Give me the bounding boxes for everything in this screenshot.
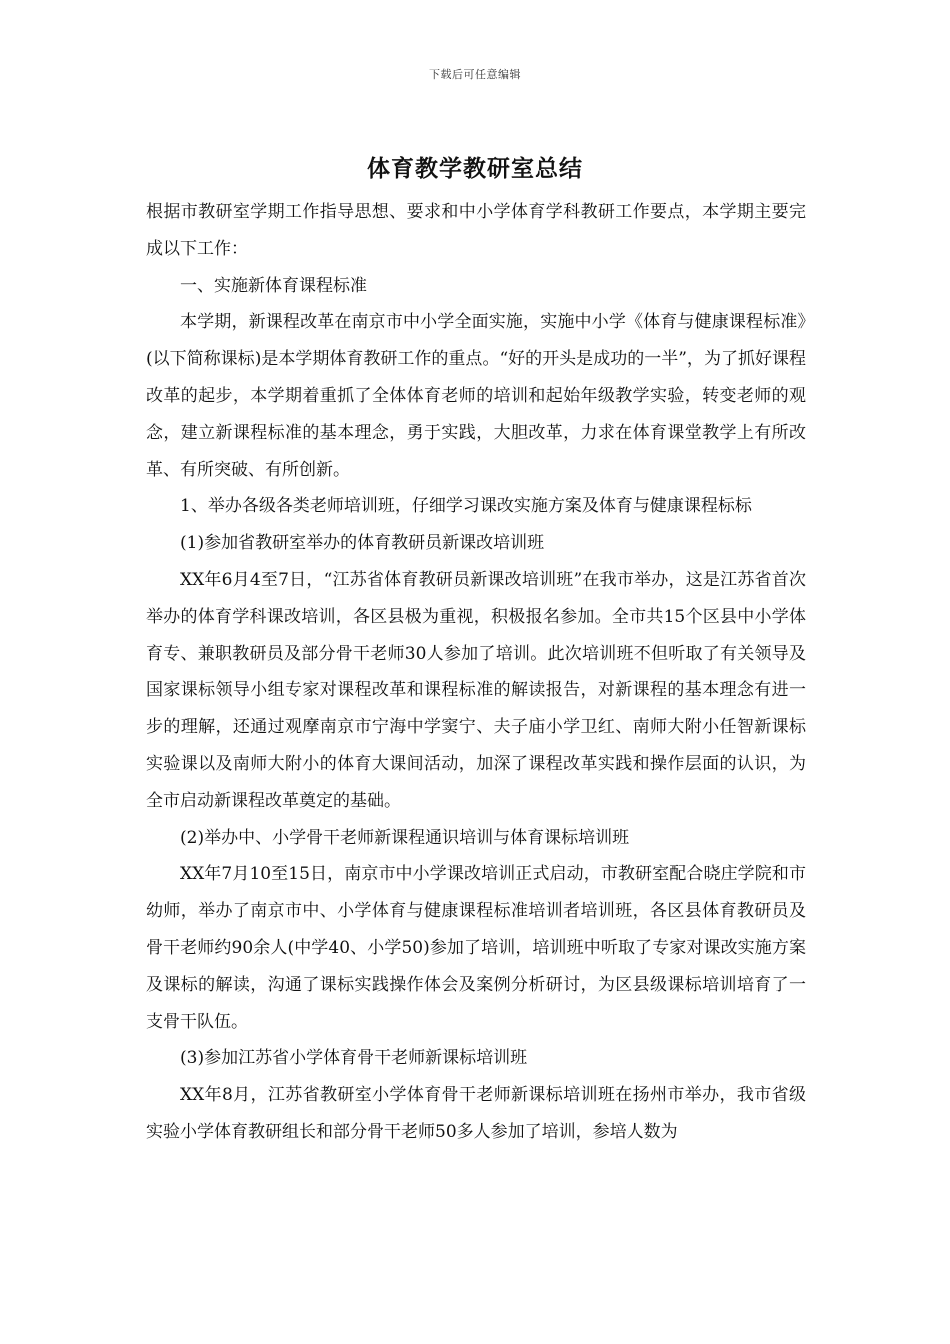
document-body — [146, 194, 806, 1151]
item-heading-2: (2)举办中、小学骨干老师新课程通识培训与体育课标培训班 — [180, 827, 630, 848]
section-heading-1: 一、实施新体育课程标准 — [180, 275, 367, 296]
item-heading-1: (1)参加省教研室举办的体育教研员新课改培训班 — [180, 533, 545, 554]
subsection-heading-1: 1、举办各级各类老师培训班，仔细学习课改实施方案及体育与健康课程标标 — [180, 496, 752, 517]
item-heading-3: (3)参加江苏省小学体育骨干老师新课标培训班 — [180, 1048, 528, 1069]
paragraph: XX年8月，江苏省教研室小学体育骨干老师新课标培训班在扬州市举办，我市省级实验小学体育教研组长和部分骨干老师50多人参加了培训，参培人数为 — [146, 1085, 806, 1142]
paragraph: XX年6月4至7日，“江苏省体育教研员新课改培训班”在我市举办，这是江苏省首次举办的体育学科课改培训，各区县极为重视，积极报名参加。全市共15个区县中小学体育专、兼职教研员及部分骨干老师30人参加了培训。此次培训班不但听取了有关领导及国家课标领导小组专家对课程改革和课程标准的解读报告，对新课程的基本理念有进一步的理解，还通过观摩南京市宁海中学窦宁、夫子庙小学卫红、南师大附小任智新课标实验课以及南师大附小的体育大课间活动，加深了课程改革实践和操作层面的认识，为全市启动新课程改革奠定的基础。 — [146, 569, 806, 811]
paragraph: XX年7月10至15日，南京市中小学课改培训正式启动，市教研室配合晓庄学院和市幼师，举办了南京市中、小学体育与健康课程标准培训者培训班，各区县体育教研员及骨干老师约90余人(中学40、小学50)参加了培训，培训班中听取了专家对课改实施方案及课标的解读，沟通了课标实践操作体会及案例分析研讨，为区县级课标培训培育了一支骨干队伍。 — [146, 864, 806, 1032]
document-title: 体育教学教研室总结 — [367, 155, 583, 182]
paragraph: 本学期，新课程改革在南京市中小学全面实施，实施中小学《体育与健康课程标准》(以下简称课标)是本学期体育教研工作的重点。“好的开头是成功的一半”，为了抓好课程改革的起步，本学期着重抓了全体体育老师的培训和起始年级教学实验，转变老师的观念，建立新课程标准的基本理念，勇于实践，大胆改革，力求在体育课堂教学上有所改革、有所突破、有所创新。 — [146, 312, 806, 480]
paragraph-intro: 根据市教研室学期工作指导思想、要求和中小学体育学科教研工作要点，本学期主要完成以下工作： — [146, 202, 806, 259]
header-note: 下载后可任意编辑 — [429, 68, 521, 81]
